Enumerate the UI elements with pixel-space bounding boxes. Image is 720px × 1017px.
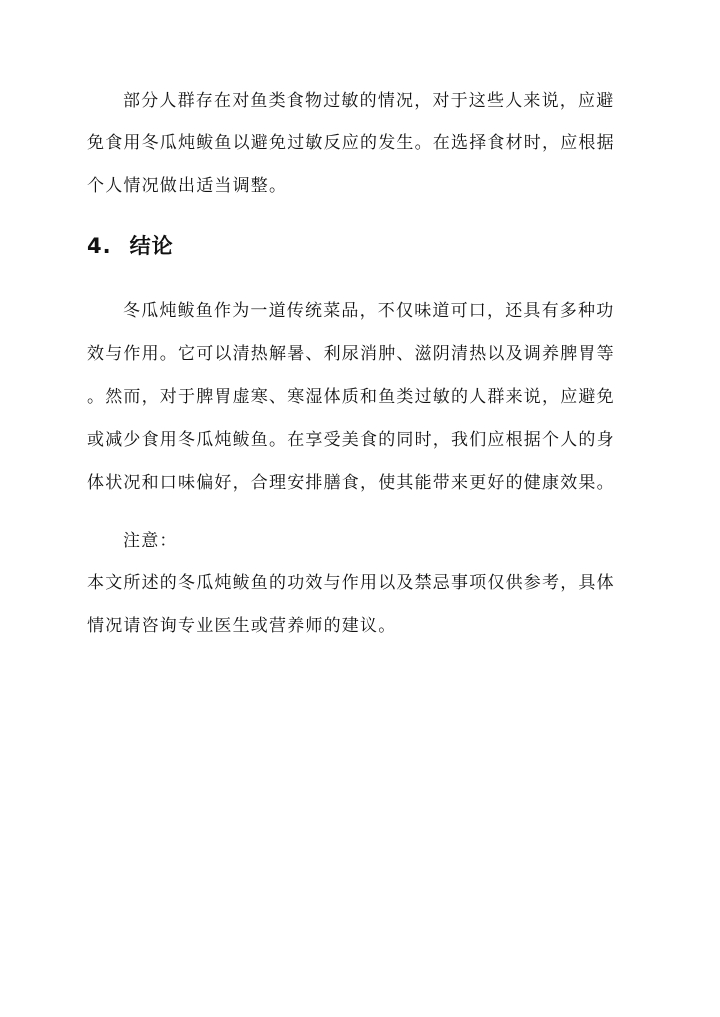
note-line: 情况请咨询专业医生或营养师的建议。 [87,616,397,636]
paragraph-line: 免食用冬瓜炖鲅鱼以避免过敏反应的发生。在选择食材时，应根据 [87,133,615,153]
section-title: 结论 [129,234,174,258]
paragraph-line: 体状况和口味偏好，合理安排膳食，使其能带来更好的健康效果。 [87,473,615,493]
paragraph-line: 。然而，对于脾胃虚寒、寒湿体质和鱼类过敏的人群来说，应避免 [87,387,615,407]
paragraph-line: 冬瓜炖鲅鱼作为一道传统菜品，不仅味道可口，还具有多种功 [123,301,615,321]
section-number: 4. [87,234,112,258]
note-line: 本文所述的冬瓜炖鲅鱼的功效与作用以及禁忌事项仅供参考，具体 [87,573,615,593]
paragraph-line: 或减少食用冬瓜炖鲅鱼。在享受美食的同时，我们应根据个人的身 [87,430,615,450]
note-label: 注意： [123,531,178,551]
paragraph-line: 效与作用。它可以清热解暑、利尿消肿、滋阴清热以及调养脾胃等 [87,344,615,364]
paragraph-line: 部分人群存在对鱼类食物过敏的情况，对于这些人来说，应避 [123,91,615,111]
paragraph-line: 个人情况做出适当调整。 [87,176,288,196]
section-heading [87,232,174,260]
